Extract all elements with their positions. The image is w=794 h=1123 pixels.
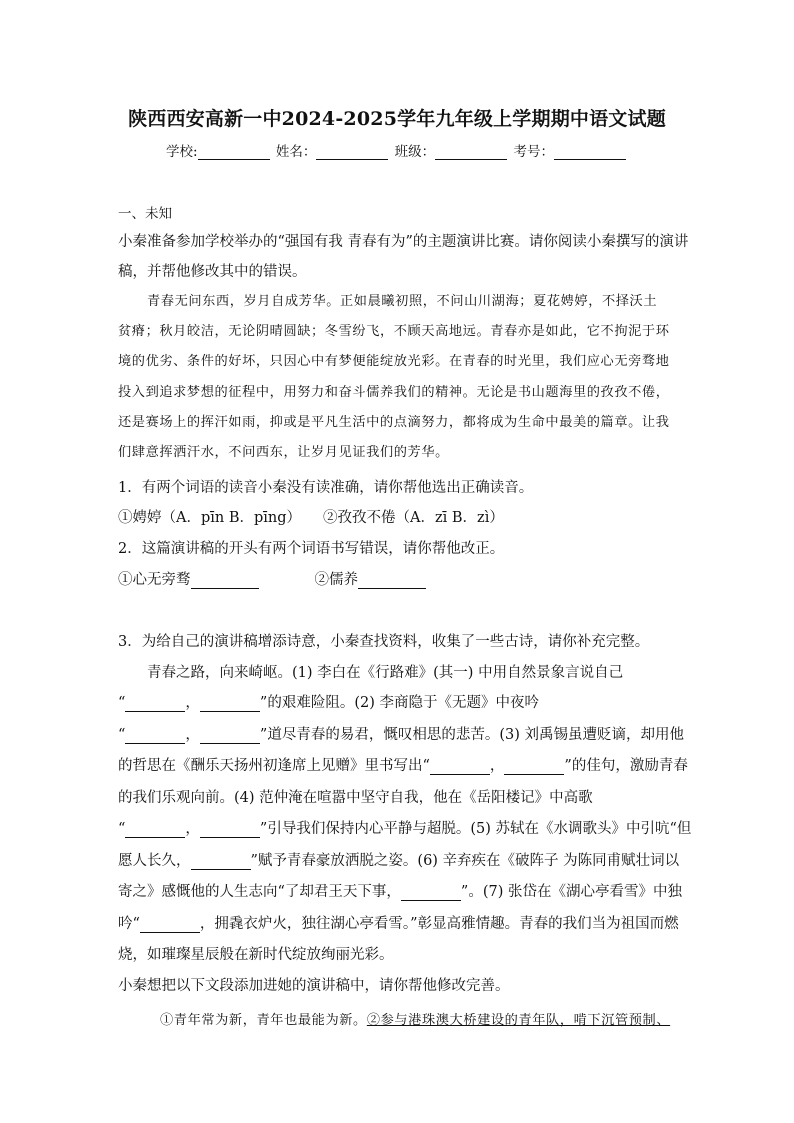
q3-line-10: 烧，如璀璨星辰般在新时代绽放绚丽光彩。 <box>118 947 394 963</box>
class-label: 班级： <box>394 144 436 160</box>
speech-line-1: 青春无问东西，岁月自成芳华。正如晨曦初照，不问山川湖海；夏花娉婷，不择沃土 <box>147 294 658 309</box>
intro-line-1: 小秦准备参加学校举办的“强国有我 青春有为”的主题演讲比赛。请你阅读小秦撰写的演讲 <box>118 234 689 250</box>
q4-sentence-2: ②参与港珠澳大桥建设的青年队，啃下沉管预制、 <box>366 1013 671 1028</box>
school-label: 学校: <box>166 144 198 160</box>
page-title: 陕西西安高新一中2024-2025学年九年级上学期期中语文试题 <box>128 108 666 130</box>
q3-blank-4[interactable] <box>200 729 260 744</box>
q4-intro: 小秦想把以下文段添加进她的演讲稿中，请你帮他修改完善。 <box>118 978 510 994</box>
q3-blank-5[interactable] <box>430 760 490 775</box>
section-heading: 一、未知 <box>118 206 172 222</box>
q3-blank-10[interactable] <box>401 886 461 901</box>
school-blank[interactable] <box>198 145 270 160</box>
class-blank[interactable] <box>435 145 507 160</box>
name-blank[interactable] <box>316 145 388 160</box>
q3-blank-3[interactable] <box>125 729 185 744</box>
speech-line-2: 贫瘠；秋月皎洁，无论阴晴圆缺；冬雪纷飞，不顾天高地远。青春亦是如此，它不拘泥于环 <box>118 324 670 339</box>
speech-line-3: 境的优劣、条件的好坏，只因心中有梦便能绽放光彩。在青春的时光里，我们应心无旁骛地 <box>118 354 670 369</box>
q2-answers <box>118 571 426 589</box>
speech-line-6: 们肆意挥洒汗水，不问西东，让岁月见证我们的芳华。 <box>118 445 449 460</box>
id-blank[interactable] <box>554 145 626 160</box>
q1-options <box>118 509 504 527</box>
q3-line-6: “ ， ”引导我们保持内心平静与超脱。(5) 苏轼在《水调歌头》中引吭“但 <box>118 821 692 837</box>
q3-line-7: 愿人长久， ”赋予青春豪放洒脱之姿。(6) 辛弃疾在《破阵子 为陈同甫赋壮词以 <box>118 853 680 869</box>
name-label: 姓名： <box>275 144 317 160</box>
q3-blank-11[interactable] <box>140 918 200 933</box>
q1-stem: 1．有两个词语的读音小秦没有读准确，请你帮他选出正确读音。 <box>118 480 534 496</box>
q3-line-3: “ ， ”道尽青春的易君，慨叹相思的悲苦。(3) 刘禹锡虽遭贬谪，却用他 <box>118 727 684 743</box>
q2-item-b: ②儒养 <box>314 572 358 588</box>
speech-line-4: 投入到追求梦想的征程中，用努力和奋斗儒养我们的精神。无论是书山题海里的孜孜不倦， <box>118 385 670 400</box>
q1-option-b[interactable]: ②孜孜不倦（A．zī B．zì） <box>323 510 504 526</box>
q3-blank-6[interactable] <box>504 760 564 775</box>
q3-blank-8[interactable] <box>200 823 260 838</box>
q1-option-a[interactable]: ①娉婷（A．pīn B．pīng） <box>118 510 302 526</box>
q2-item-a: ①心无旁骛 <box>118 572 191 588</box>
q3-line-2: “ ， ”的艰难险阻。(2) 李商隐于《无题》中夜吟 <box>118 695 539 711</box>
q3-line-4: 的哲思在《酬乐天扬州初逢席上见赠》里书写出“ ， ”的佳句，激励青春 <box>118 758 688 774</box>
q3-line-9: 吟“ ，拥毳衣炉火，独往湖心亭看雪。”彰显高雅情趣。青春的我们当为祖国而燃 <box>118 916 679 932</box>
speech-line-5: 还是赛场上的挥汗如雨，抑或是平凡生活中的点滴努力，都将成为生命中最美的篇章。让我 <box>118 415 670 430</box>
q3-blank-1[interactable] <box>125 697 185 712</box>
student-info-row <box>0 140 794 160</box>
q3-line-5: 的我们乐观向前。(4) 范仲淹在喧嚣中坚守自我，他在《岳阳楼记》中高歌 <box>118 790 593 806</box>
q3-line-8: 寄之》感慨他的人生志向“了却君王天下事， ”。(7) 张岱在《湖心亭看雪》中独 <box>118 884 682 900</box>
intro-line-2: 稿，并帮他修改其中的错误。 <box>118 264 307 280</box>
q3-blank-7[interactable] <box>125 823 185 838</box>
q3-blank-9[interactable] <box>191 855 251 870</box>
q2-blank-a[interactable] <box>191 574 259 589</box>
q3-blank-2[interactable] <box>200 697 260 712</box>
q3-stem: 3．为给自己的演讲稿增添诗意，小秦查找资料，收集了一些古诗，请你补充完整。 <box>118 634 650 650</box>
id-label: 考号： <box>513 144 554 160</box>
q4-passage-line <box>160 1012 670 1030</box>
q4-sentence-1: ①青年常为新，青年也最能为新。 <box>160 1013 367 1028</box>
q2-blank-b[interactable] <box>358 574 426 589</box>
q2-stem: 2．这篇演讲稿的开头有两个词语书写错误，请你帮他改正。 <box>118 541 505 557</box>
q3-line-1: 青春之路，向来崎岖。(1) 李白在《行路难》(其一) 中用自然景象言说自己 <box>147 665 624 681</box>
